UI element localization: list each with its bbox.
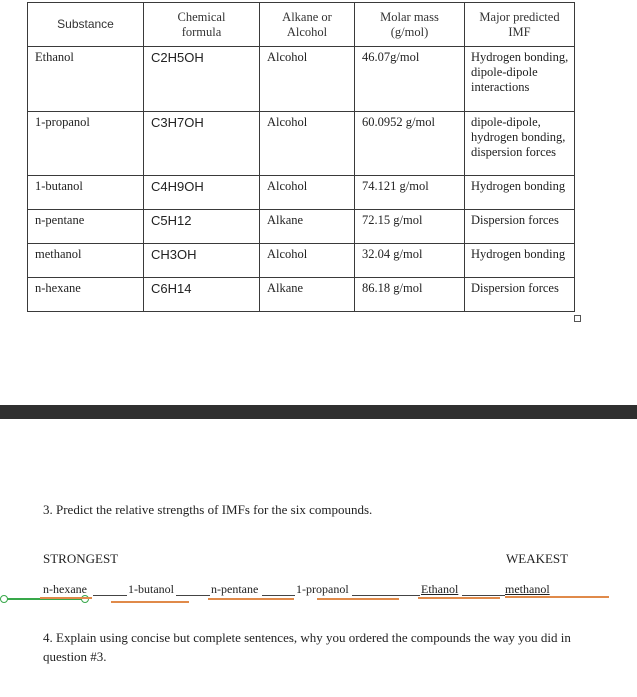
- answer-blank: [93, 595, 127, 596]
- strongest-label: STRONGEST: [43, 551, 119, 566]
- table-row: [28, 278, 575, 312]
- selection-handle-left[interactable]: [0, 595, 8, 603]
- ranking-line: [0, 582, 637, 612]
- table-row: [28, 244, 575, 278]
- cell-formula: C2H5OH: [144, 47, 260, 112]
- rank-item: n-hexane: [43, 582, 87, 596]
- cell-substance: Ethanol: [28, 47, 144, 112]
- answer-blank: [462, 595, 505, 596]
- cell-mass: 86.18 g/mol: [355, 278, 465, 312]
- header-molar-mass: Molar mass (g/mol): [355, 3, 465, 47]
- ink-underline: [40, 597, 92, 599]
- cell-substance: methanol: [28, 244, 144, 278]
- answer-blank: [262, 595, 295, 596]
- ink-underline: [317, 598, 399, 600]
- cell-substance: n-hexane: [28, 278, 144, 312]
- cell-type: Alcohol: [260, 47, 355, 112]
- cell-mass: 46.07g/mol: [355, 47, 465, 112]
- cell-formula: C5H12: [144, 210, 260, 244]
- ink-underline: [111, 601, 189, 603]
- table-resize-handle[interactable]: [574, 315, 581, 322]
- ink-underline: [208, 598, 294, 600]
- cell-mass: 32.04 g/mol: [355, 244, 465, 278]
- rank-item: n-pentane: [211, 582, 259, 596]
- rank-item: Ethanol: [421, 582, 459, 596]
- ink-underline: [505, 596, 609, 598]
- cell-mass: 74.121 g/mol: [355, 176, 465, 210]
- cell-imf: Hydrogen bonding: [465, 176, 575, 210]
- table-row: [28, 176, 575, 210]
- weakest-label: WEAKEST: [506, 551, 569, 566]
- question-4-text: 4. Explain using concise but complete sentences, why you ordered the compounds the way you did in question #3.: [43, 630, 571, 664]
- cell-substance: 1-propanol: [28, 112, 144, 176]
- rank-item: 1-butanol: [128, 582, 174, 596]
- imf-table: [27, 2, 575, 312]
- cell-mass: 72.15 g/mol: [355, 210, 465, 244]
- cell-formula: CH3OH: [144, 244, 260, 278]
- cell-type: Alcohol: [260, 112, 355, 176]
- cell-type: Alcohol: [260, 244, 355, 278]
- question-3-text: 3. Predict the relative strengths of IMFs for the six compounds.: [43, 502, 373, 517]
- cell-mass: 60.0952 g/mol: [355, 112, 465, 176]
- cell-imf: Hydrogen bonding: [465, 244, 575, 278]
- page-divider: [0, 405, 637, 419]
- cell-imf: Dispersion forces: [465, 278, 575, 312]
- table-header-row: [28, 3, 575, 47]
- cell-imf: Hydrogen bonding, dipole-dipole interactions: [465, 47, 575, 112]
- cell-imf: Dispersion forces: [465, 210, 575, 244]
- answer-blank: [176, 595, 210, 596]
- rank-item: methanol: [505, 582, 550, 596]
- header-imf: Major predicted IMF: [465, 3, 575, 47]
- table-row: [28, 47, 575, 112]
- table-row: [28, 112, 575, 176]
- cell-imf: dipole-dipole, hydrogen bonding, dispersion forces: [465, 112, 575, 176]
- cell-type: Alkane: [260, 278, 355, 312]
- cell-formula: C3H7OH: [144, 112, 260, 176]
- rank-item: 1-propanol: [296, 582, 349, 596]
- cell-substance: n-pentane: [28, 210, 144, 244]
- header-type: Alkane or Alcohol: [260, 3, 355, 47]
- header-formula: Chemical formula: [144, 3, 260, 47]
- header-substance: Substance: [28, 3, 144, 47]
- cell-type: Alkane: [260, 210, 355, 244]
- cell-type: Alcohol: [260, 176, 355, 210]
- cell-formula: C6H14: [144, 278, 260, 312]
- table-row: [28, 210, 575, 244]
- cell-substance: 1-butanol: [28, 176, 144, 210]
- cell-formula: C4H9OH: [144, 176, 260, 210]
- ink-underline: [418, 597, 500, 599]
- answer-blank: [352, 595, 420, 596]
